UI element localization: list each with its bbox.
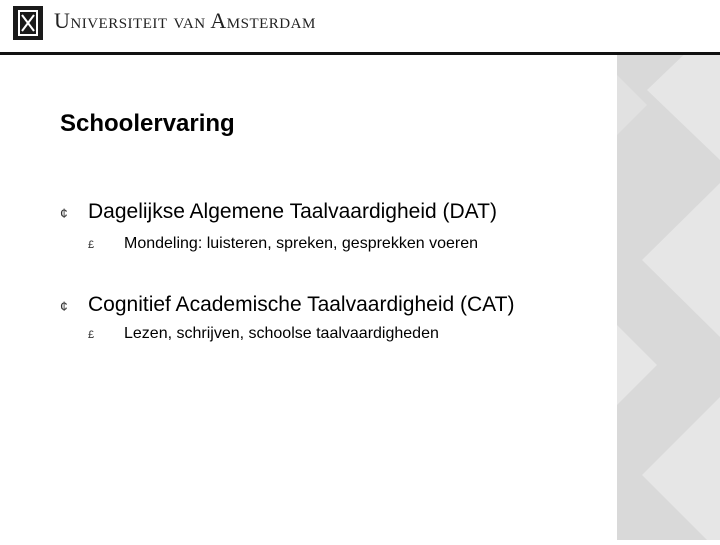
slide-header [0, 0, 720, 54]
slide-title: Schoolervaring [60, 110, 235, 137]
sub-bullet-text: Lezen, schrijven, schoolse taalvaardigheden [124, 325, 439, 342]
bullet-marker: ¢ [60, 205, 68, 221]
bullet-text: Cognitief Academische Taalvaardigheid (CAT) [88, 293, 515, 316]
bullet-text: Dagelijkse Algemene Taalvaardigheid (DAT) [88, 200, 497, 223]
sub-bullet-text: Mondeling: luisteren, spreken, gesprekken voeren [124, 235, 478, 252]
sub-bullet-marker: £ [88, 329, 95, 341]
uva-crest-icon [13, 6, 43, 40]
bullet-marker: ¢ [60, 298, 68, 314]
header-rule [0, 52, 720, 55]
sub-bullet-marker: £ [88, 239, 95, 251]
decorative-side-band [617, 55, 720, 540]
university-name: Universiteit van Amsterdam [54, 8, 316, 33]
